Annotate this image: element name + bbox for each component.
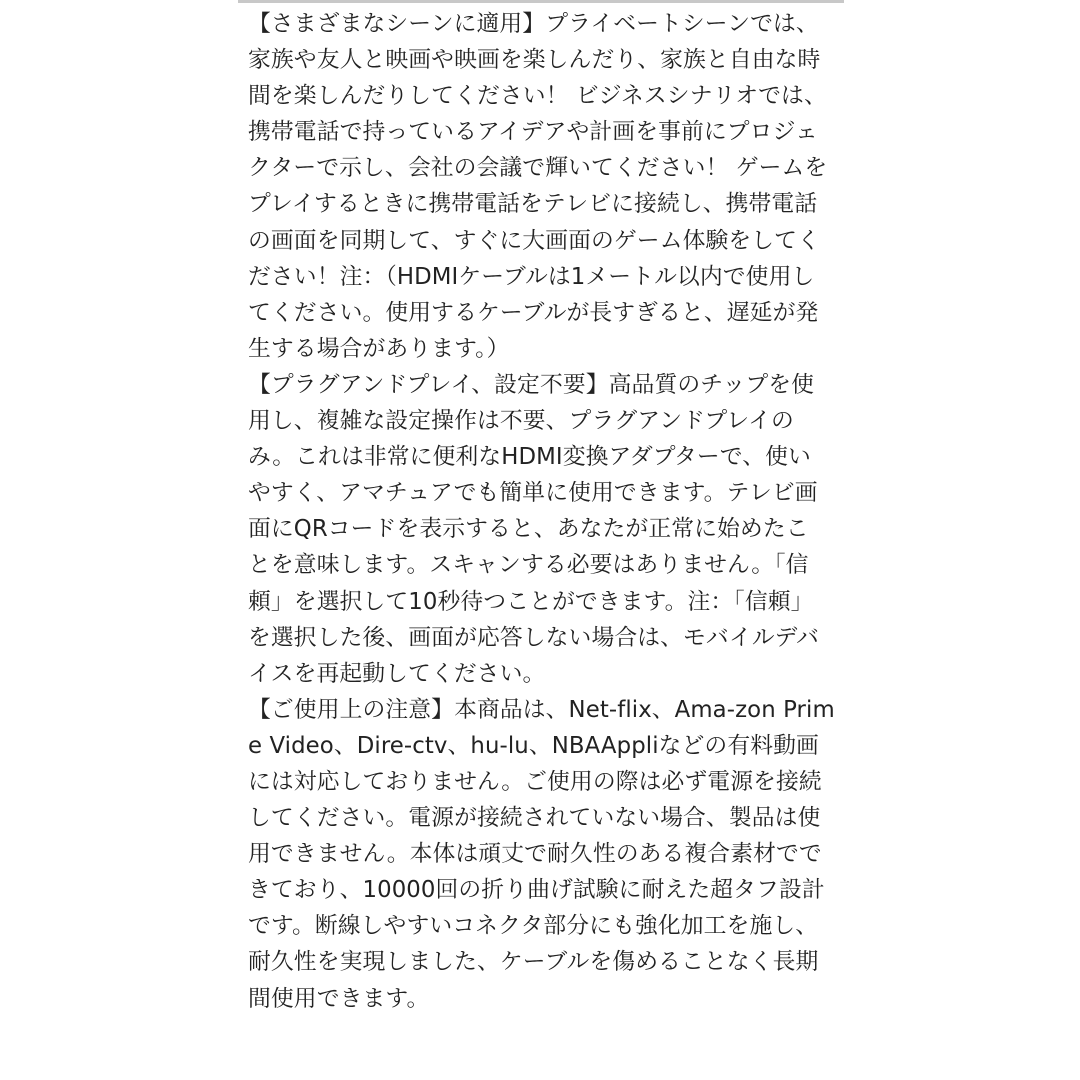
text-line: てください。使用するケーブルが長すぎると、遅延が発 bbox=[248, 299, 819, 326]
text-line: を選択した後、画面が応答しない場合は、モバイルデバ bbox=[248, 624, 820, 651]
text-line: とを意味します。スキャンする必要はありません。「信 bbox=[248, 552, 809, 579]
text-line: 携帯電話で持っているアイデアや計画を事前にプロジェ bbox=[248, 119, 818, 146]
text-line: み。これは非常に便利なHDMI変換アダプターで、使い bbox=[248, 444, 811, 471]
text-line: 生する場合があります。） bbox=[248, 335, 510, 362]
text-line: です。断線しやすいコネクタ部分にも強化加工を施し、 bbox=[248, 913, 819, 940]
text-line: 間使用できます。 bbox=[248, 985, 430, 1012]
text-line: 【さまざまなシーンに適用】プライベートシーンでは、 bbox=[248, 11, 819, 37]
text-line: 耐久性を実現しました、ケーブルを傷めることなく長期 bbox=[248, 949, 819, 976]
text-line: e Video、Dire-ctv、hu-lu、NBAAppliなどの有料動画 bbox=[248, 732, 819, 759]
text-line: 【ご使用上の注意】本商品は、Net-flix、Ama-zon Prim bbox=[248, 696, 835, 723]
top-divider bbox=[238, 0, 844, 3]
text-line: 【プラグアンドプレイ、設定不要】高品質のチップを使 bbox=[248, 371, 815, 398]
text-line: プレイするときに携帯電話をテレビに接続し、携帯電話 bbox=[248, 191, 818, 218]
text-line: 用し、複雑な設定操作は不要、プラグアンドプレイの bbox=[248, 408, 794, 435]
text-line: 用できません。本体は頑丈で耐久性のある複合素材でで bbox=[248, 841, 822, 868]
text-line: きており、10000回の折り曲げ試験に耐えた超タフ設計 bbox=[248, 877, 825, 904]
text-line: クターで示し、会社の会議で輝いてください！ ゲームを bbox=[248, 155, 828, 182]
text-line: には対応しておりません。ご使用の際は必ず電源を接続 bbox=[248, 768, 822, 795]
text-line: イスを再起動してください。 bbox=[248, 660, 546, 687]
text-line: の画面を同期して、すぐに大画面のゲーム体験をしてく bbox=[248, 227, 820, 254]
text-line: ださい！注：（HDMIケーブルは1メートル以内で使用し bbox=[248, 263, 815, 290]
text-line: 頼」を選択して10秒待つことができます。注：「信頼」 bbox=[248, 588, 814, 615]
text-line: 家族や友人と映画や映画を楽しんだり、家族と自由な時 bbox=[248, 47, 821, 74]
text-line: してください。電源が接続されていない場合、製品は使 bbox=[248, 805, 821, 832]
text-line: 間を楽しんだりしてください！ ビジネスシナリオでは、 bbox=[248, 83, 827, 110]
product-description bbox=[248, 6, 838, 1017]
text-line: 面にQRコードを表示すると、あなたが正常に始めたこ bbox=[248, 516, 809, 543]
text-line: やすく、アマチュアでも簡単に使用できます。テレビ画 bbox=[248, 480, 818, 507]
